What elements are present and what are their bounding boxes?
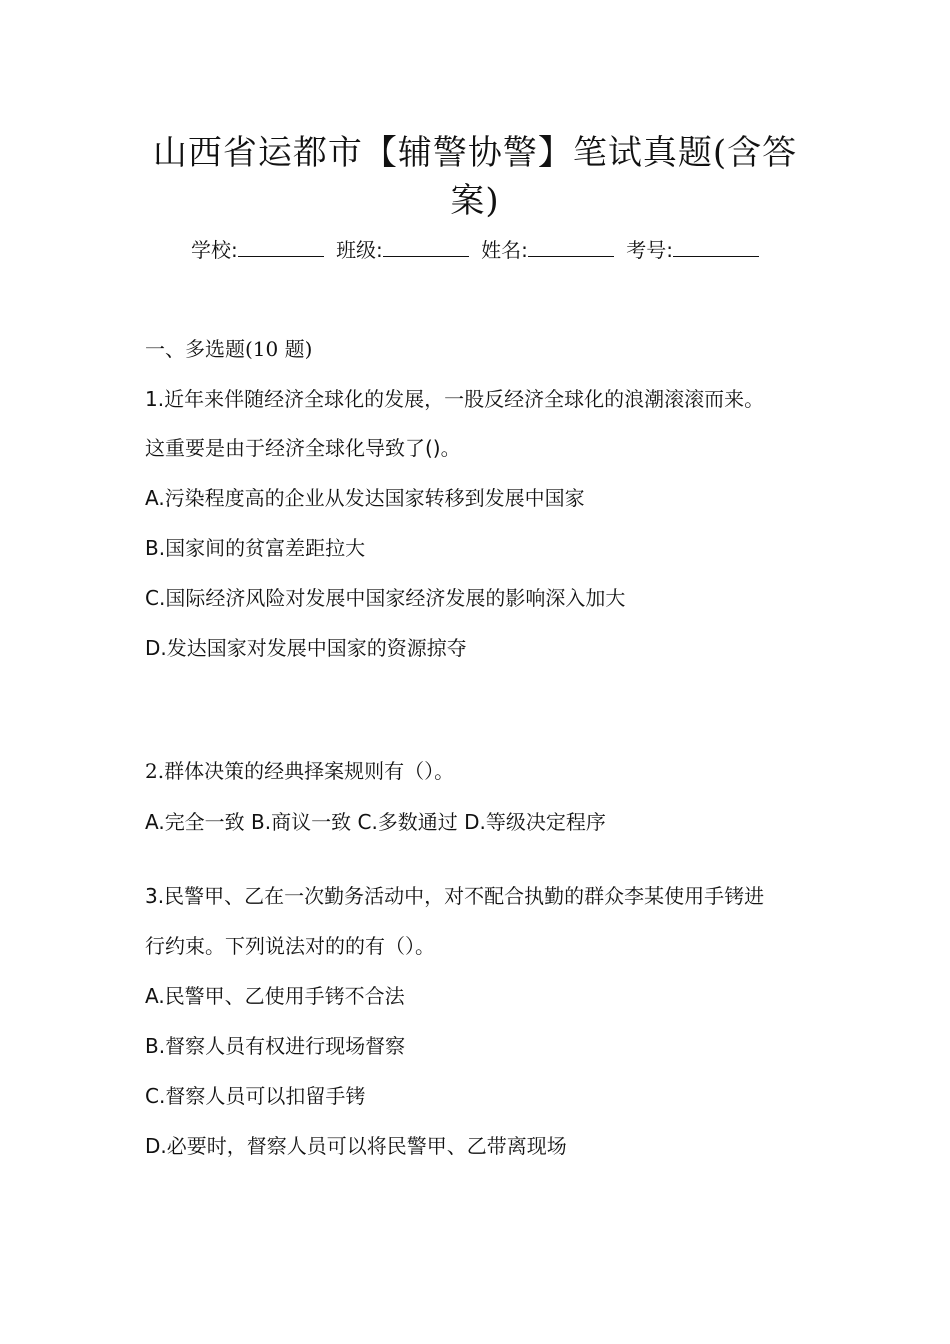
- question-1-stem-line-2: 这重要是由于经济全球化导致了()。: [145, 436, 461, 460]
- class-blank: [383, 236, 469, 257]
- question-3-stem-line-2: 行约束。下列说法对的的有（）。: [145, 934, 435, 958]
- question-3-option-a: A.民警甲、乙使用手铐不合法: [145, 984, 405, 1008]
- section-heading: 一、多选题(10 题): [145, 337, 313, 361]
- question-1-option-b: B.国家间的贫富差距拉大: [145, 536, 366, 560]
- question-3-option-d: D.必要时，督察人员可以将民警甲、乙带离现场: [145, 1134, 567, 1158]
- school-blank: [238, 236, 324, 257]
- question-3-option-c: C.督察人员可以扣留手铐: [145, 1084, 366, 1108]
- class-label: 班级:: [336, 238, 383, 262]
- name-field: [481, 235, 614, 265]
- question-2-stem: 2.群体决策的经典择案规则有（）。: [145, 759, 455, 783]
- name-blank: [528, 236, 614, 257]
- school-label: 学校:: [190, 238, 238, 262]
- document-title-line-1: 山西省运都市【辅警协警】笔试真题(含答: [152, 133, 798, 173]
- question-2-options: A.完全一致 B.商议一致 C.多数通过 D.等级决定程序: [145, 810, 606, 834]
- question-1-option-c: C.国际经济风险对发展中国家经济发展的影响深入加大: [145, 586, 626, 610]
- question-3-stem-line-1: 3.民警甲、乙在一次勤务活动中，对不配合执勤的群众李某使用手铐进: [145, 884, 765, 908]
- name-label: 姓名:: [481, 238, 528, 262]
- document-title-line-2: 案): [450, 181, 500, 221]
- student-info-row: [0, 235, 950, 265]
- question-1-option-d: D.发达国家对发展中国家的资源掠夺: [145, 636, 467, 660]
- exam-number-label: 考号:: [626, 238, 674, 262]
- question-3-option-b: B.督察人员有权进行现场督察: [145, 1034, 406, 1058]
- question-1-stem-line-1: 1.近年来伴随经济全球化的发展，一股反经济全球化的浪潮滚滚而来。: [145, 387, 765, 411]
- question-1-option-a: A.污染程度高的企业从发达国家转移到发展中国家: [145, 486, 585, 510]
- exam-number-field: [626, 235, 759, 265]
- class-field: [336, 235, 469, 265]
- school-field: [191, 235, 324, 265]
- exam-number-blank: [673, 236, 759, 257]
